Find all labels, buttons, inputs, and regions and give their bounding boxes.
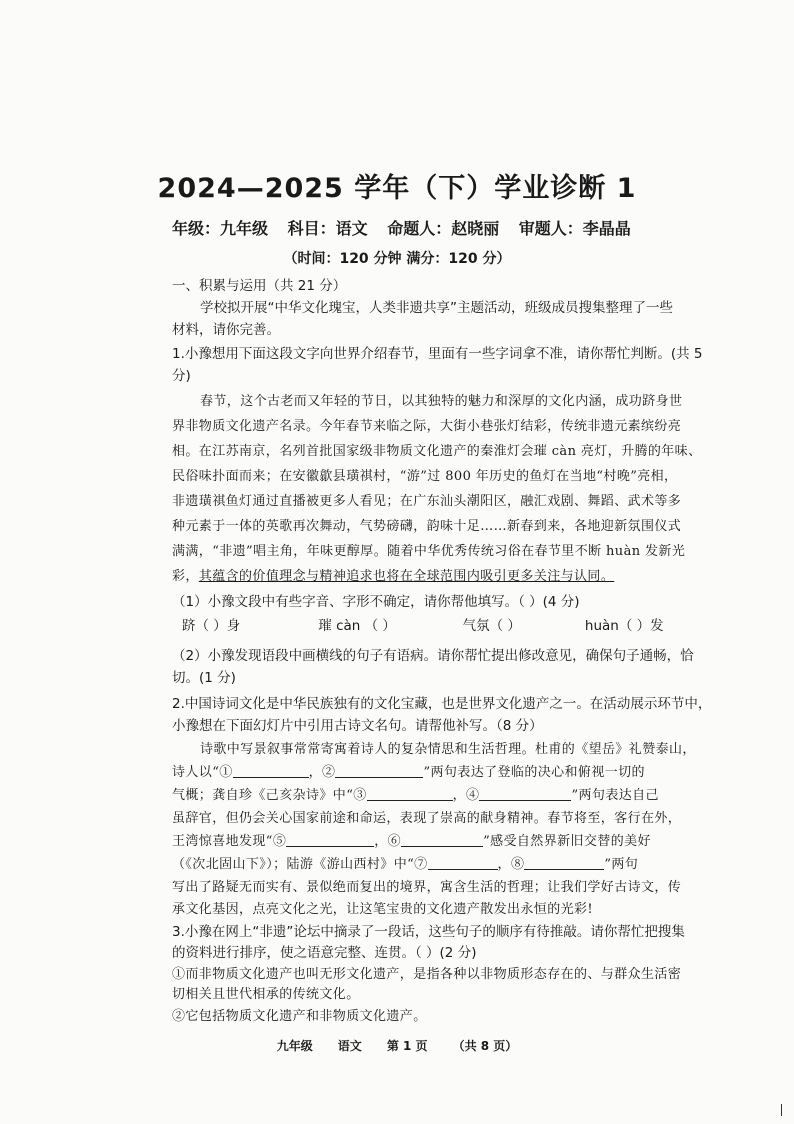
poem-passage-line: 承文化基因，点亮文化之光，让这笔宝贵的文化遗产散发出永恒的光彩! xyxy=(172,902,594,917)
underlined-sentence: 其蕴含的价值理念与精神追求也将在全球范围内吸引更多关注与认同。 xyxy=(198,569,615,584)
answer-blank-7[interactable] xyxy=(428,855,498,870)
poem-text: ”感受自然界新旧交替的美好 xyxy=(483,834,651,849)
sub-question-2: 切。(1 分) xyxy=(172,670,236,686)
poem-passage-line: 虽辞官，但仍会关心国家前途和命运，表现了崇高的献身精神。春节将至，客行在外， xyxy=(172,811,682,826)
section-intro-line: 学校拟开展“中华文化瑰宝，人类非遗共享”主题活动，班级成员搜集整理了一些 xyxy=(200,300,673,316)
poem-text: ，② xyxy=(308,765,336,780)
passage-line: 民俗味扑面而来；在安徽歙县璜祺村，“游”过 800 年历史的鱼灯在当地“村晚”亮相， xyxy=(172,469,678,484)
poem-text: ，⑧ xyxy=(497,857,525,872)
fill-item[interactable]: 跻（ ）身 xyxy=(182,618,241,634)
fill-item[interactable]: huàn（ ）发 xyxy=(584,618,664,634)
poem-passage-line: 诗歌中写景叙事常常寄寓着诗人的复杂情思和生活哲理。杜甫的《望岳》礼赞泰山， xyxy=(200,742,696,757)
poem-passage-line xyxy=(172,763,697,783)
poem-passage-line xyxy=(172,855,697,875)
question-1-prompt: 分) xyxy=(172,368,191,384)
poem-passage-line: 写出了路疑无而实有、景似绝而复出的境界，寓含生活的哲理；让我们学好古诗文，传 xyxy=(172,880,682,895)
answer-blank-5[interactable] xyxy=(286,832,374,847)
sentence-item: ②它包括物质文化遗产和非物质文化遗产。 xyxy=(172,1009,427,1024)
subject-label: 科目：语文 xyxy=(287,219,368,238)
poem-text: 王湾惊喜地发现“⑤ xyxy=(172,834,287,849)
reviewer-label: 审题人：李晶晶 xyxy=(518,219,631,238)
passage-text: 彩， xyxy=(172,569,199,584)
fill-in-row xyxy=(172,616,697,636)
poem-text: 诗人以“① xyxy=(172,765,233,780)
setter-label: 命题人：赵晓丽 xyxy=(387,219,500,238)
poem-passage-line xyxy=(172,786,697,806)
scan-mark xyxy=(781,1104,782,1116)
exam-meta xyxy=(172,216,645,239)
poem-text: ”两句表达了登临的决心和俯视一切的 xyxy=(423,765,645,780)
answer-blank-6[interactable] xyxy=(401,832,483,847)
passage-line xyxy=(172,567,697,587)
poem-text: 气概；龚自珍《己亥杂诗》中“③ xyxy=(172,788,367,803)
sub-question-1: （1）小豫文段中有些字音、字形不确定，请你帮他填写。（ ）(4 分) xyxy=(172,594,580,610)
answer-blank-1[interactable] xyxy=(233,763,309,778)
answer-blank-3[interactable] xyxy=(367,786,453,801)
passage-line: 相。在江苏南京，名列首批国家级非物质文化遗产的秦淮灯会璀 càn 亮灯，升腾的年味、 xyxy=(172,444,702,459)
passage-line: 非遗璜祺鱼灯通过直播被更多人看见；在广东汕头潮阳区，融汇戏剧、舞蹈、武术等多 xyxy=(172,494,682,509)
exam-title: 2024—2025 学年（下）学业诊断 1 xyxy=(157,173,637,204)
time-and-score: （时间：120 分钟 满分：120 分） xyxy=(283,251,511,267)
question-2-prompt: 2.中国诗词文化是中华民族独有的文化宝藏，也是世界文化遗产之一。在活动展示环节中， xyxy=(172,696,712,712)
fill-item[interactable]: 气氛（ ） xyxy=(462,618,521,634)
poem-text: ”两句 xyxy=(604,857,639,872)
sentence-item: ①而非物质文化遗产也叫无形文化遗产，是指各种以非物质形态存在的、与群众生活密 xyxy=(172,967,682,982)
answer-blank-2[interactable] xyxy=(335,763,423,778)
poem-text: ”两句表达自己 xyxy=(571,788,659,803)
poem-text: （《次北固山下》）；陆游《游山西村》中“⑦ xyxy=(172,857,428,872)
fill-item[interactable]: 璀 càn （ ） xyxy=(318,618,396,634)
poem-text: ，⑥ xyxy=(374,834,402,849)
passage-line: 满满，“非遗”唱主角，年味更醇厚。随着中华优秀传统习俗在春节里不断 huàn 发新光 xyxy=(172,544,686,559)
question-1-prompt: 1.小豫想用下面这段文字向世界介绍春节，里面有一些字词拿不准，请你帮忙判断。(共 5 xyxy=(172,346,703,362)
sentence-item: 切相关且世代相承的传统文化。 xyxy=(172,987,360,1002)
passage-line: 界非物质文化遗产名录。今年春节来临之际，大街小巷张灯结彩，传统非遗元素缤纷亮 xyxy=(172,419,682,434)
page-footer: 九年级 语文 第 1 页 （共 8 页） xyxy=(276,1039,518,1053)
question-3-prompt: 的资料进行排序，使之语意完整、连贯。（ ）(2 分) xyxy=(172,945,477,961)
passage-line: 种元素于一体的英歌再次舞动，气势磅礴，韵味十足……新春到来，各地迎新氛围仪式 xyxy=(172,519,682,534)
question-3-prompt: 3.小豫在网上“非遗”论坛中摘录了一段话，这些句子的顺序有待推敲。请你帮忙把搜集 xyxy=(172,924,685,940)
poem-passage-line xyxy=(172,832,697,852)
section-heading: 一、积累与运用（共 21 分） xyxy=(172,278,347,294)
section-intro-line: 材料，请你完善。 xyxy=(172,322,280,338)
poem-text: ，④ xyxy=(452,788,480,803)
question-2-prompt: 小豫想在下面幻灯片中引用古诗文名句。请帮他补写。（8 分） xyxy=(172,718,543,734)
answer-blank-8[interactable] xyxy=(524,855,604,870)
passage-line: 春节，这个古老而又年轻的节日，以其独特的魅力和深厚的文化内涵，成功跻身世 xyxy=(200,394,683,409)
answer-blank-4[interactable] xyxy=(479,786,571,801)
grade-label: 年级：九年级 xyxy=(172,219,269,238)
sub-question-2: （2）小豫发现语段中画横线的句子有语病。请你帮忙提出修改意见，确保句子通畅，恰 xyxy=(172,648,694,664)
